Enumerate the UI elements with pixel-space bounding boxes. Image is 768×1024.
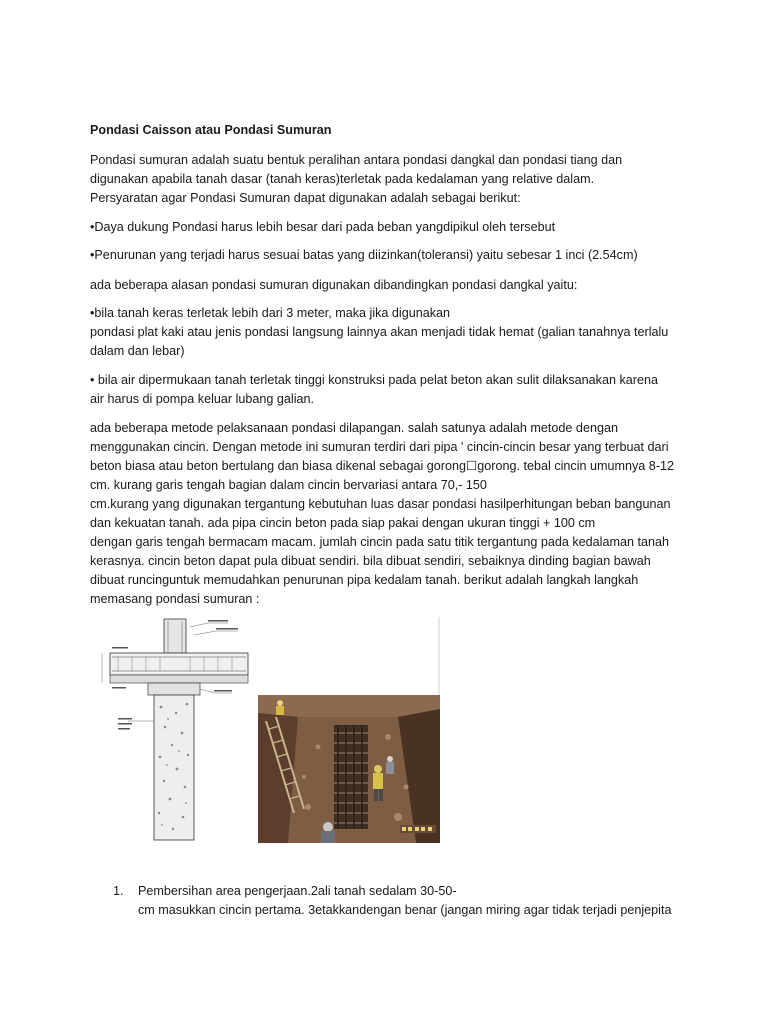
- paragraph-line: Persyaratan agar Pondasi Sumuran dapat digunakan adalah sebagai berikut:: [90, 191, 521, 205]
- list-number: 1.: [113, 884, 124, 898]
- requirement-item: •Daya dukung Pondasi harus lebih besar dari pada beban yangdipikul oleh tersebut: [90, 220, 556, 234]
- requirement-item: •Penurunan yang terjadi harus sesuai batas yang diizinkan(toleransi) yaitu sebesar 1 inci (2.54cm): [90, 248, 638, 262]
- method-line: memasang pondasi sumuran :: [90, 592, 260, 606]
- reason-line: •bila tanah keras terletak lebih dari 3 meter, maka jika digunakan: [90, 306, 451, 320]
- method-line: kerasnya. cincin beton dapat pula dibuat sendiri. bila dibuat sendiri, sebaiknya dinding bagian bawah: [90, 554, 651, 568]
- document-title: Pondasi Caisson atau Pondasi Sumuran: [90, 123, 332, 137]
- method-line: cm. kurang garis tengah bagian dalam cincin bervariasi antara 70,- 150: [90, 478, 487, 492]
- method-line: menggunakan cincin. Dengan metode ini sumuran terdiri dari pipa ' cincin-cincin besar yang terbuat dari: [90, 440, 669, 454]
- method-line: dan kekuatan tanah. ada pipa cincin beton pada siap pakai dengan ukuran tinggi + 100 cm: [90, 516, 596, 530]
- method-line: dibuat runcinguntuk memudahkan penurunan pipa kedalam tanah. berikut adalah langkah langkah: [90, 573, 639, 587]
- method-line: cm.kurang yang digunakan tergantung kebutuhan luas dasar pondasi hasilperhitungan beban bangunan: [90, 497, 671, 511]
- reason-line: dalam dan lebar): [90, 344, 185, 358]
- reason-line: • bila air dipermukaan tanah terletak tinggi konstruksi pada pelat beton akan sulit dilaksanakan karena: [90, 373, 658, 387]
- foundation-section-drawing: [98, 617, 258, 842]
- list-item-line: cm masukkan cincin pertama. 3etakkandengan benar (jangan miring agar tidak terjadi penjepita: [138, 903, 672, 917]
- list-item-line: Pembersihan area pengerjaan.2ali tanah sedalam 30-50-: [138, 884, 457, 898]
- method-line: dengan garis tengah bermacam macam. jumlah cincin pada satu titik tergantung pada kedalaman tanah: [90, 535, 669, 549]
- method-line: beton biasa atau beton bertulang dan biasa dikenal sebagai gorong☐gorong. tebal cincin umumnya 8-12: [90, 459, 675, 473]
- reasons-intro: ada beberapa alasan pondasi sumuran digunakan dibandingkan pondasi dangkal yaitu:: [90, 278, 578, 292]
- reason-line: pondasi plat kaki atau jenis pondasi langsung lainnya akan menjadi tidak hemat (galian tanahnya terlalu: [90, 325, 669, 339]
- construction-site-photo: [258, 617, 440, 843]
- paragraph-line: digunakan apabila tanah dasar (tanah keras)terletak pada kedalaman yang relative dalam.: [90, 172, 595, 186]
- reason-line: air harus di pompa keluar lubang galian.: [90, 392, 315, 406]
- paragraph-line: Pondasi sumuran adalah suatu bentuk peralihan antara pondasi dangkal dan pondasi tiang dan: [90, 153, 623, 167]
- method-line: ada beberapa metode pelaksanaan pondasi dilapangan. salah satunya adalah metode dengan: [90, 421, 618, 435]
